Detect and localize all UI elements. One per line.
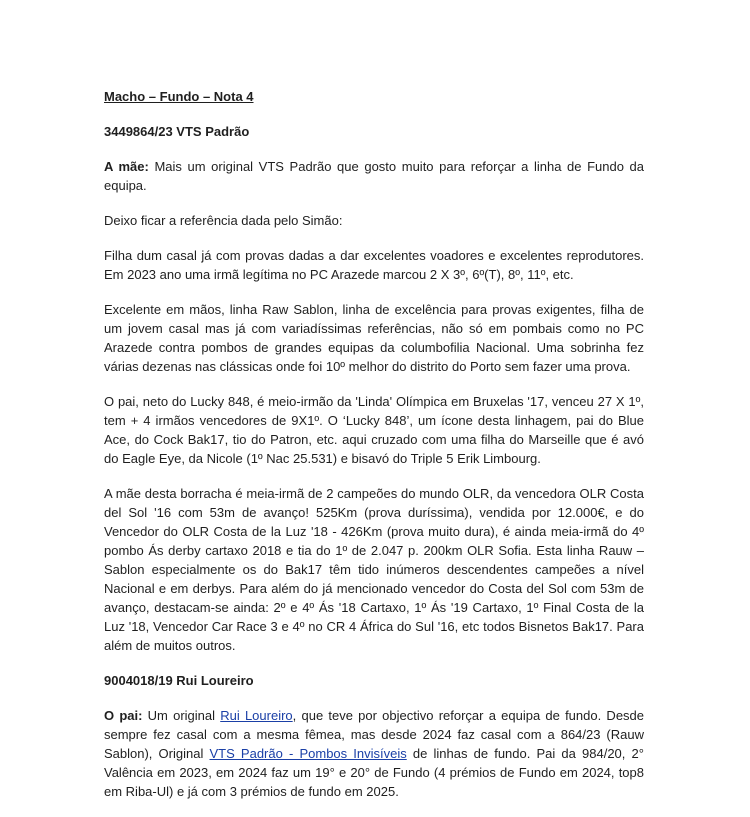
paragraph-pai (104, 706, 644, 801)
document-title: Macho – Fundo – Nota 4 (104, 89, 254, 104)
paragraph-pai-lucky: O pai, neto do Lucky 848, é meio-irmão da 'Linda' Olímpica em Bruxelas '17, venceu 27 X 1º, tem + 4 irmãos vencedores de 9X1º. O ‘Lucky 848’, um ícone desta linhagem, pai do Blue Ace, do Cock Bak17, tio do Patron, etc. aqui cruzado com uma filha do Marseille que é avó do Eagle Eye, da Nicole (1º Nac 25.531) e bisavó do Triple 5 Erik Limbourg. (104, 394, 644, 466)
label-pai: O pai: (104, 708, 143, 723)
paragraph-pai-text-1: Um original (142, 708, 221, 723)
paragraph-mae-text: Mais um original VTS Padrão que gosto muito para reforçar a linha de Fundo da equipa. (104, 159, 644, 193)
paragraph-pai-text-2: , que teve por objectivo reforçar a equipa de fundo. Desde sempre fez casal com a mesma fêmea, mas desde 2024 faz casal com a 864/23 (Rauw Sablon), Original (104, 708, 645, 761)
paragraph-referencia: Deixo ficar a referência dada pelo Simão: (104, 213, 343, 228)
section-heading-vts-padrao: 3449864/23 VTS Padrão (104, 124, 250, 139)
paragraph-mae-borracha: A mãe desta borracha é meia-irmã de 2 campeões do mundo OLR, da vencedora OLR Costa del Sol '16 com 53m de avanço! 525Km (prova duríssima), vendida por 12.000€, e do Vencedor do OLR Costa de la Luz '18 - 426Km (prova muito dura), é ainda meia-irmã do 4º pombo Ás derby cartaxo 2018 e tia do 1º de 2.047 p. 200km OLR Sofia. Esta linha Rauw – Sablon especialmente os do Bak17 têm tido inúmeros descendentes campeões a nível Nacional e em derbys. Para além do já mencionado vencedor do Costa del Sol com 53m de avanço, destacam-se ainda: 2º e 4º Ás '18 Cartaxo, 1º Ás '19 Cartaxo, 1º Final Costa de la Luz '18, Vencedor Car Race 3 e 4º no CR 4 África do Sul '16, etc todos Bisnetos Bak17. Para além de muitos outros. (104, 486, 644, 653)
label-mae: A mãe: (104, 159, 149, 174)
paragraph-filha: Filha dum casal já com provas dadas a dar excelentes voadores e excelentes reprodutores. Em 2023 ano uma irmã legítima no PC Arazede marcou 2 X 3º, 6º(T), 8º, 11º, etc. (104, 248, 644, 282)
link-vts-padrao[interactable]: VTS Padrão - Pombos Invisíveis (209, 746, 407, 761)
paragraph-excelente: Excelente em mãos, linha Raw Sablon, linha de excelência para provas exigentes, filha de um jovem casal mas já com variadíssimas referências, não só em pombais como no PC Arazede contra pombos de grandes equipas da columbofilia Nacional. Uma sobrinha fez várias dezenas nas clássicas onde foi 10º melhor do distrito do Porto sem fazer uma prova. (104, 302, 644, 374)
document-page (104, 87, 644, 817)
paragraph-pai-text-3: de linhas de fundo. Pai da 984/20, 2° Valência em 2023, em 2024 faz um 19° e 20° de Fundo (4 prémios de Fundo em 2024, top8 em Riba-Ul) e já com 3 prémios de fundo em 2025. (104, 746, 644, 799)
section-heading-rui-loureiro: 9004018/19 Rui Loureiro (104, 673, 254, 688)
link-rui-loureiro[interactable]: Rui Loureiro (220, 708, 293, 723)
paragraph-mae (104, 157, 644, 195)
